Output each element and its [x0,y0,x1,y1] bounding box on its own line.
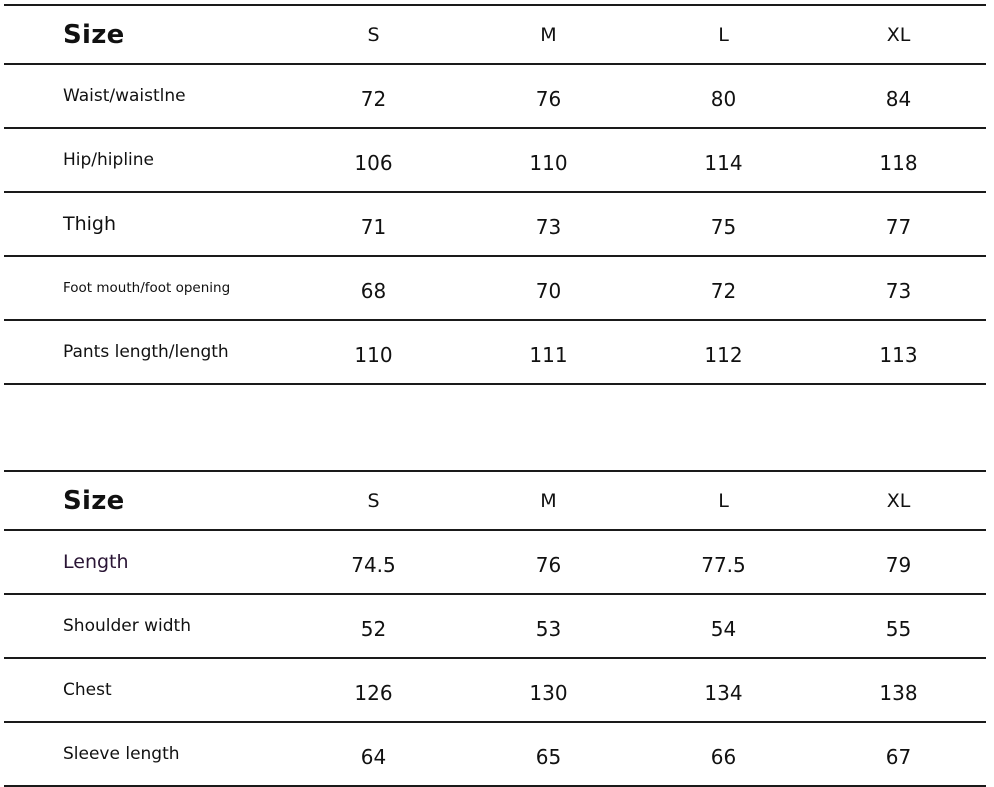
table-cell: 106 [354,151,393,175]
table-row [4,722,986,786]
table-cell: 65 [535,745,562,769]
table-cell: 111 [529,343,568,367]
size-header-l: L [718,23,729,46]
table-cell: 68 [360,279,387,303]
table-cell: 67 [885,745,912,769]
table-cell: 53 [535,617,562,641]
size-header-m: M [540,489,557,512]
table-cell: 79 [885,553,912,577]
pants-size-table [4,4,986,385]
table-cell: 73 [535,215,562,239]
table-row [4,320,986,384]
table-row [4,128,986,192]
row-label-sleeve-length: Sleeve length [63,744,180,764]
table-cell: 130 [529,681,568,705]
table-cell: 76 [535,553,562,577]
table-cell: 138 [879,681,918,705]
size-header-s: S [367,489,380,512]
table-row [4,192,986,256]
size-header-label: Size [63,485,125,516]
table-row [4,530,986,594]
row-label-shoulder-width: Shoulder width [63,616,191,636]
table-cell: 114 [704,151,743,175]
table-cell: 71 [360,215,387,239]
table-header-row [4,471,986,530]
table-cell: 73 [885,279,912,303]
table-cell: 110 [529,151,568,175]
row-label-thigh: Thigh [63,213,117,235]
table-cell: 112 [704,343,743,367]
table-cell: 110 [354,343,393,367]
table-cell: 126 [354,681,393,705]
table-cell: 113 [879,343,918,367]
table-cell: 55 [885,617,912,641]
table-cell: 72 [710,279,737,303]
row-label-length: Length [63,551,129,573]
table-cell: 134 [704,681,743,705]
table-row [4,256,986,320]
table-cell: 64 [360,745,387,769]
table-cell: 72 [360,87,387,111]
table-cell: 52 [360,617,387,641]
row-label-waist: Waist/waistlne [63,86,186,106]
table-cell: 66 [710,745,737,769]
table-cell: 118 [879,151,918,175]
table-row [4,594,986,658]
table-cell: 75 [710,215,737,239]
table-cell: 77.5 [701,553,746,577]
table-row [4,64,986,128]
size-header-xl: XL [886,489,911,512]
table-header-row [4,5,986,64]
row-label-pants-length: Pants length/length [63,342,229,362]
table-cell: 74.5 [351,553,396,577]
row-label-foot-opening: Foot mouth/foot opening [63,280,231,296]
size-header-m: M [540,23,557,46]
size-header-label: Size [63,19,125,50]
size-header-l: L [718,489,729,512]
table-cell: 76 [535,87,562,111]
tops-size-table [4,470,986,787]
table-cell: 84 [885,87,912,111]
table-cell: 70 [535,279,562,303]
size-header-s: S [367,23,380,46]
table-cell: 77 [885,215,912,239]
row-label-chest: Chest [63,680,112,700]
size-header-xl: XL [886,23,911,46]
table-row [4,658,986,722]
row-label-hip: Hip/hipline [63,150,154,170]
table-cell: 80 [710,87,737,111]
table-cell: 54 [710,617,737,641]
